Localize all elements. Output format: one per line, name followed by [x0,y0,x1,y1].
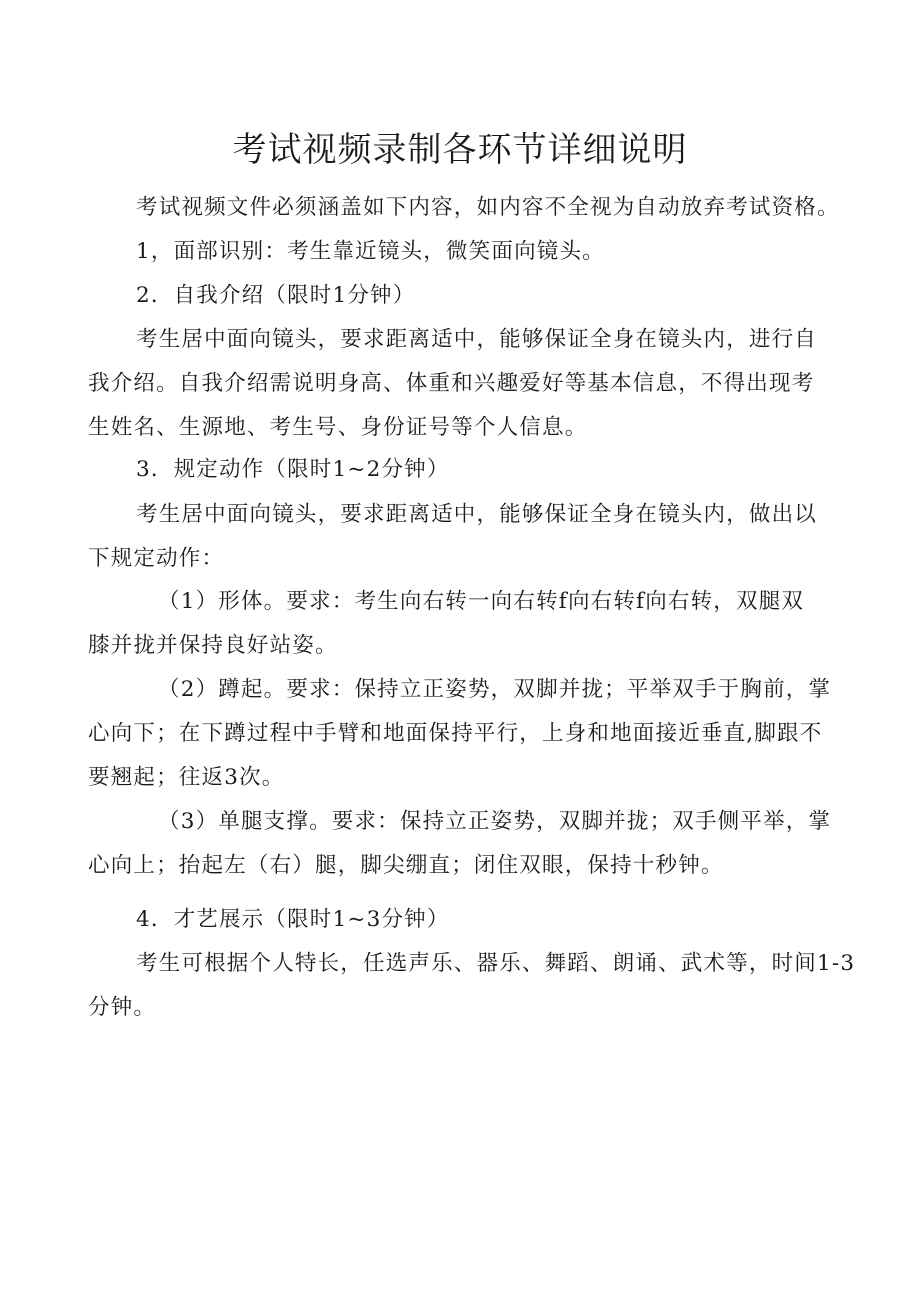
item-line: （3）单腿支撑。要求：保持立正姿势，双脚并拢；双手侧平举，掌 [158,809,832,834]
intro-text: 考试视频文件必须涵盖如下内容，如内容不全视为自动放弃考试资格。 [136,195,840,220]
body-line: 下规定动作： [88,546,225,571]
item-line: 膝并拢并保持良好站姿。 [88,633,338,658]
body-line: 考生可根据个人特长，任选声乐、器乐、舞蹈、朗诵、武术等，时间1-3 [136,951,856,976]
intro-paragraph [88,186,848,230]
section-heading: 2．自我介绍（限时1分钟） [136,283,416,308]
section-self-intro [88,274,848,318]
section-face-recognition [88,230,848,274]
body-line: 考生居中面向镜头，要求距离适中，能够保证全身在镜头内，进行自 [136,327,818,352]
section-talent-show-body [88,942,856,1030]
body-line: 分钟。 [88,995,157,1020]
body-line: 生姓名、生源地、考生号、身份证号等个人信息。 [88,415,588,440]
section-required-moves-body [88,493,848,581]
item-line: （1）形体。要求：考生向右转一向右转f向右转f向右转，双腿双 [158,589,805,614]
item-line: 心向下；在下蹲过程中手臂和地面保持平行，上身和地面接近垂直,脚跟不 [88,721,823,746]
section-heading: 4．才艺展示（限时1~3分钟） [136,907,450,932]
body-line: 考生居中面向镜头，要求距离适中，能够保证全身在镜头内，做出以 [136,502,818,527]
section-heading: 3．规定动作（限时1~2分钟） [136,457,450,482]
section-self-intro-body [88,318,848,450]
item-line: （2）蹲起。要求：保持立正姿势，双脚并拢；平举双手于胸前，掌 [158,677,832,702]
move-item-posture [88,580,848,668]
document-title: 考试视频录制各环节详细说明 [232,130,688,170]
move-item-squat [88,668,848,800]
section-heading: 1，面部识别：考生靠近镜头，微笑面向镜头。 [136,239,605,264]
move-item-single-leg [88,800,848,888]
item-line: 要翘起；往返3次。 [88,765,285,790]
section-talent-show [88,898,848,942]
item-line: 心向上；抬起左（右）腿，脚尖绷直；闭住双眼，保持十秒钟。 [88,853,724,878]
body-line: 我介绍。自我介绍需说明身高、体重和兴趣爱好等基本信息，不得出现考 [88,371,815,396]
section-required-moves [88,448,848,492]
